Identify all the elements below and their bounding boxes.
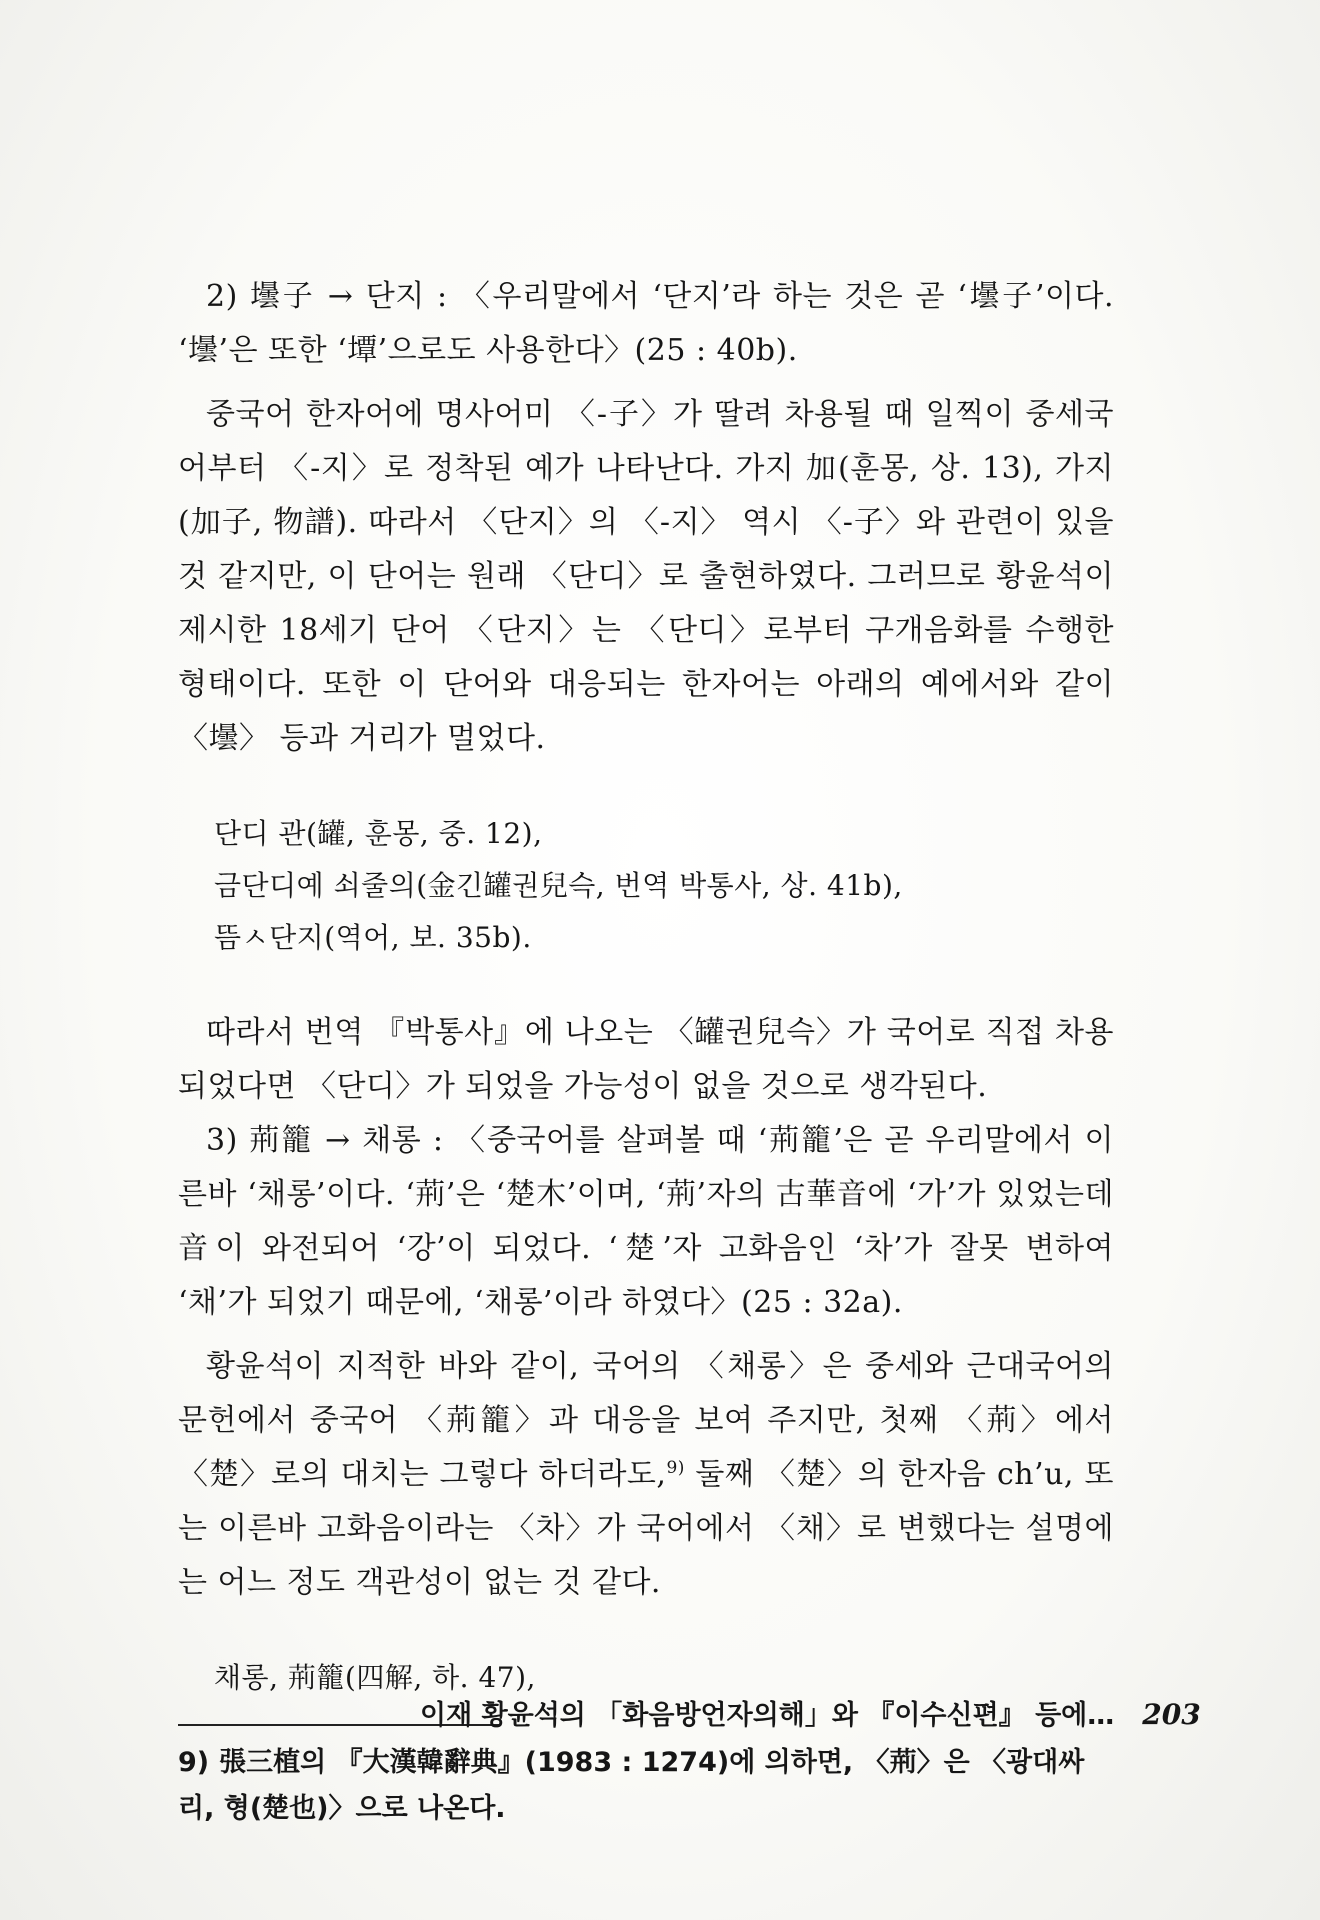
quote-line-1: 단디 관(罐, 훈몽, 중. 12), xyxy=(214,817,543,850)
footnote-text: 張三植의 『大漢韓辭典』(1983 : 1274)에 의하면, 〈荊〉은 〈광대싸리, 형(楚也)〉으로 나온다. xyxy=(178,1747,1085,1824)
main-content xyxy=(178,270,1114,1832)
paragraph-5-part-1: 황윤석이 지적한 바와 같이, 국어의 〈채롱〉은 중세와 근대국어의 문헌에서 중국어 〈荊籠〉과 대응을 보여 주지만, 첫째 〈荊〉에서 〈楚〉로의 대치는 그렇다 하더라도, xyxy=(178,1349,1114,1492)
quote-line-4: 채롱, 荊籠(四解, 하. 47), xyxy=(214,1661,536,1694)
footnote xyxy=(178,1740,1114,1832)
quote-line-2: 금단디예 쇠줄의(金긴罐권兒슥, 번역 박통사, 상. 41b), xyxy=(214,869,903,902)
paragraph-2: 중국어 한자어에 명사어미 〈-子〉가 딸려 차용될 때 일찍이 중세국어부터 〈-지〉로 정착된 예가 나타난다. 가지 加(훈몽, 상. 13), 가지(加子, 物譜). 따라서 〈단지〉의 〈-지〉 역시 〈-子〉와 관련이 있을 것 같지만, 이 단어는 원래 〈단디〉로 출현하였다. 그러므로 황윤석이 제시한 18세기 단어 〈단지〉는 〈단디〉로부터 구개음화를 수행한 형태이다. 또한 이 단어와 대응되는 한자어는 아래의 예에서와 같이 〈壜〉 등과 거리가 멀었다. xyxy=(178,397,1114,756)
paragraph-5-part-2: 둘째 〈楚〉의 한자음 ch’u, 또는 이른바 고화음이라는 〈차〉가 국어에서 〈채〉로 변했다는 설명에는 어느 정도 객관성이 없는 것 같다. xyxy=(178,1457,1114,1600)
page-number: 203 xyxy=(1142,1698,1201,1731)
paragraph-1: 2) 壜子 → 단지 : 〈우리말에서 ‘단지’라 하는 것은 곧 ‘壜子’이다. ‘壜’은 또한 ‘墰’으로도 사용한다〉(25 : 40b). xyxy=(178,279,1114,368)
paragraph-3: 따라서 번역 『박통사』에 나오는 〈罐권兒슥〉가 국어로 직접 차용되었다면 〈단디〉가 되었을 가능성이 없을 것으로 생각된다. xyxy=(178,1015,1114,1104)
running-title: 이재 황윤석의 「화음방언자의해」와 『이수신편』 등에… xyxy=(420,1700,1115,1731)
running-footer xyxy=(420,1693,1201,1732)
quote-line-3: 뜸ㅅ단지(역어, 보. 35b). xyxy=(214,921,532,954)
footnote-number: 9) xyxy=(178,1747,210,1778)
footnote-ref[interactable]: 9) xyxy=(666,1458,685,1478)
paragraph-4: 3) 荊籠 → 채롱 : 〈중국어를 살펴볼 때 ‘荊籠’은 곧 우리말에서 이른바 ‘채롱’이다. ‘荊’은 ‘楚木’이며, ‘荊’자의 古華音에 ‘가’가 있었는데 音이 와전되어 ‘강’이 되었다. ‘楚’자 고화음인 ‘차’가 잘못 변하여 ‘채’가 되었기 때문에, ‘채롱’이라 하였다〉(25 : 32a). xyxy=(178,1123,1114,1320)
paragraph-5 xyxy=(178,1340,1114,1610)
